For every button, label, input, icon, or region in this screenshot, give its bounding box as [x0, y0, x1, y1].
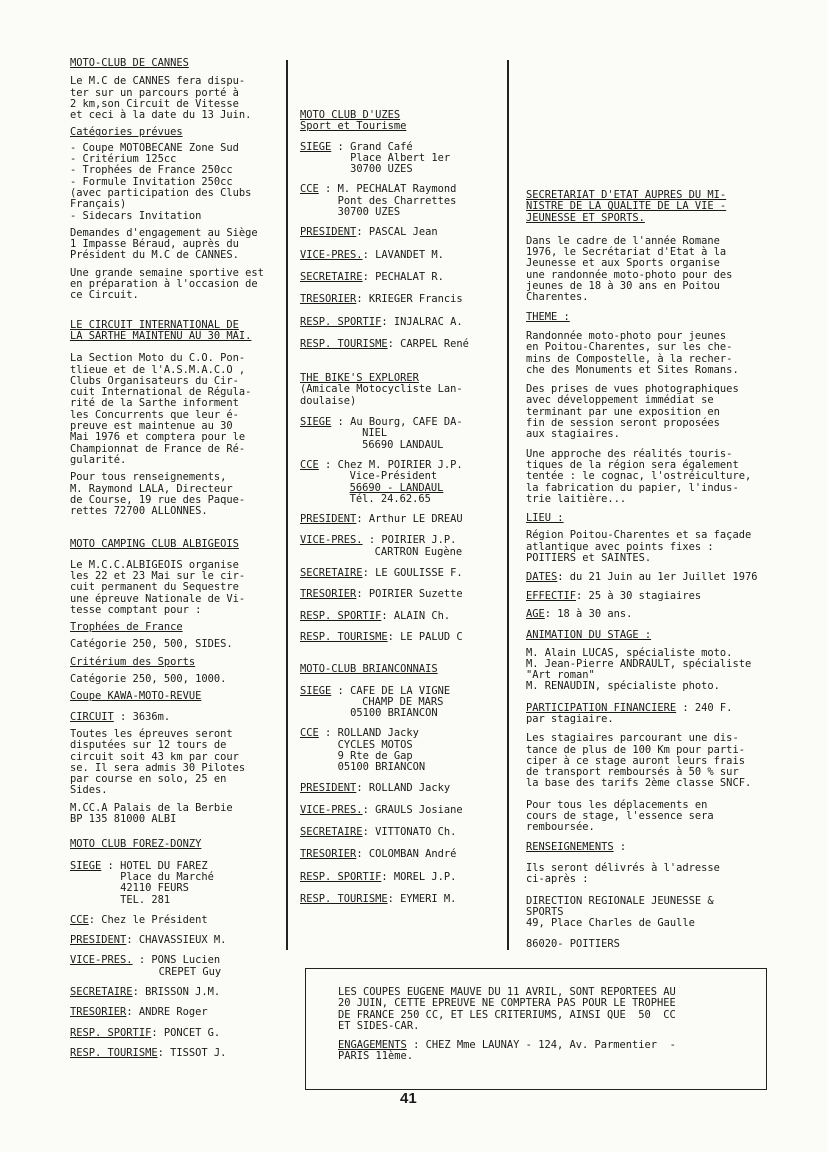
officer-row: TRESORIER : POIRIER Suzette — [300, 588, 463, 601]
officer-row: PRESIDENT : PASCAL Jean — [300, 226, 438, 239]
officer-row: TRESORIER : ANDRE Roger — [70, 1006, 208, 1019]
cce-entry: CCE : Chez M. POIRIER J.P. Vice-Président 56690 - LANDAUL Tél. 24.62.65 — [300, 458, 463, 505]
section-title: THE BIKE'S EXPLORER — [300, 372, 419, 385]
subheading: Critérium des Sports — [70, 655, 196, 668]
engagements-line: ENGAGEMENTS : CHEZ Mme LAUNAY - 124, Av. Parmentier - PARIS 11ème. — [338, 1039, 676, 1063]
page-number: 41 — [400, 1090, 417, 1107]
category-list: - Coupe MOTOBECANE Zone Sud - Critérium 125cc - Trophées de France 250cc - Formule Invitation 250cc (avec participation des Clubs Français) - Sidecars Invitation — [70, 141, 252, 222]
officer-row: TRESORIER : COLOMBAN André — [300, 848, 457, 861]
notice-box — [305, 968, 767, 1090]
officer-row: RESP. TOURISME : EYMERI M. — [300, 893, 457, 906]
paragraph: M. Alain LUCAS, spécialiste moto. M. Jean-Pierre ANDRAULT, spécialiste "Art roman" M. RENAUDIN, spécialiste photo. — [526, 646, 752, 693]
paragraph: Toutes les épreuves seront disputées sur 12 tours de circuit soit 43 km par cour se. Il sera admis 30 Pilotes par course en solo, 25 en Sides. — [70, 727, 246, 797]
officer-row: VICE-PRES. : GRAULS Josiane — [300, 803, 463, 816]
subheading: THEME : — [526, 310, 570, 323]
siege-entry: SIEGE : Au Bourg, CAFE DA- NIEL 56690 LANDAUL — [300, 416, 463, 451]
officer-row: RESP. TOURISME : LE PALUD C — [300, 630, 463, 643]
paragraph: Ils seront délivrés à l'adresse ci-après : — [526, 861, 720, 886]
cce-entry: CCE : M. PECHALAT Raymond Pont des Charrettes 30700 UZES — [300, 183, 457, 219]
siege-entry: SIEGE : Grand Café Place Albert 1er 30700 UZES — [300, 140, 451, 176]
renseignements-heading: RENSEIGNEMENTS : — [526, 840, 627, 853]
officer-row: VICE-PRES. : POIRIER J.P. CARTRON Eugène — [300, 534, 463, 558]
effectif-line: EFFECTIF : 25 à 30 stagiaires — [526, 589, 702, 602]
circuit-line: CIRCUIT : 3636m. — [70, 710, 171, 723]
section-title: MOTO-CLUB BRIANCONNAIS — [300, 663, 438, 676]
column-2 — [300, 110, 500, 914]
siege-entry: SIEGE : HOTEL DU FAREZ Place du Marché 42110 FEURS TEL. 281 — [70, 859, 214, 906]
section-subtitle: (Amicale Motocycliste Lan- doulaise) — [300, 383, 463, 407]
siege-entry: SIEGE : CAFE DE LA VIGNE CHAMP DE MARS 05100 BRIANCON — [300, 684, 451, 720]
officer-row: SECRETAIRE : VITTONATO Ch. — [300, 826, 457, 839]
officer-row: RESP. SPORTIF : ALAIN Ch. — [300, 609, 451, 622]
cce-entry: CCE : ROLLAND Jacky CYCLES MOTOS 9 Rte de Gap 05100 BRIANCON — [300, 727, 426, 774]
subheading: ANIMATION DU STAGE : — [526, 629, 652, 642]
column-3 — [526, 190, 762, 957]
notice-text: LES COUPES EUGENE MAUVE DU 11 AVRIL, SONT REPORTEES AU 20 JUIN, CETTE EPREUVE NE COMPTERA PAS POUR LE TROPHEE DE FRANCE 250 CC, ET LES CRITERIUMS, AINSI QUE 50 CC ET SIDES-CAR. ENGAGEMENTS : CHEZ Mme LAUNAY - 124, Av. Parmentier - PARIS 11ème. — [338, 987, 738, 1069]
officer-row: VICE-PRES. : PONS Lucien CREPET Guy — [70, 954, 222, 978]
paragraph: Les stagiaires parcourant une dis- tance de plus de 100 Km pour parti- ciper à ce stage auront leurs frais de transport remboursés à 50 % sur la base des tarifs 2ème classe SNCF. — [526, 732, 752, 790]
section-title: MOTO-CLUB DE CANNES — [70, 57, 189, 69]
age-line: AGE : 18 à 30 ans. — [526, 607, 633, 620]
paragraph: Région Poitou-Charentes et sa façade atlantique avec points fixes : POITIERS et SAINTES. — [526, 529, 752, 565]
paragraph: Pour tous les déplacements en cours de stage, l'essence sera remboursée. — [526, 798, 714, 834]
paragraph: Une grande semaine sportive est en préparation à l'occasion de ce Circuit. — [70, 266, 264, 302]
section-title: SECRETARIAT D'ETAT AUPRES DU MI- NISTRE DE LA QUALITE DE LA VIE - JEUNESSE ET SPORTS. — [526, 189, 727, 224]
officer-row: RESP. SPORTIF : MOREL J.P. — [300, 870, 457, 883]
column-rule-right — [507, 60, 509, 950]
officer-row: SECRETAIRE : PECHALAT R. — [300, 270, 444, 283]
paragraph: Une approche des réalités touris- tiques de la région sera également tentée : le cognac, l'ostréiculture, la fabrication du papier, l'indus- trie laitière... — [526, 447, 752, 505]
paragraph: Le M.C de CANNES fera dispu- ter sur un parcours porté à 2 km,son Circuit de Vitesse et ceci à la date du 13 Juin. — [70, 75, 252, 122]
officer-row: RESP. SPORTIF : PONCET G. — [70, 1026, 221, 1039]
paragraph: Pour tous renseignements, M. Raymond LALA, Directeur de Course, 19 rue des Paque- rettes 72700 ALLONNES. — [70, 471, 246, 518]
participation-line: PARTICIPATION FINANCIERE : 240 F. par stagiaire. — [526, 701, 733, 725]
officer-row: PRESIDENT : ROLLAND Jacky — [300, 781, 451, 794]
cce-entry: CCE : Chez le Président — [70, 913, 208, 926]
section-title: MOTO CAMPING CLUB ALBIGEOIS — [70, 538, 239, 551]
paragraph: Dans le cadre de l'année Romane 1976, le Secrétariat d'Etat à la Jeunesse et aux Sports organise une randonnée moto-photo pour des jeunes de 18 à 30 ans en Poitou Charentes. — [526, 234, 733, 304]
officer-row: RESP. SPORTIF : INJALRAC A. — [300, 315, 463, 328]
section-title: LE CIRCUIT INTERNATIONAL DE LA SARTHE MAINTENU AU 30 MAI. — [70, 318, 252, 342]
section-title: MOTO CLUB D'UZES Sport et Tourisme — [300, 109, 407, 133]
paragraph: Des prises de vues photographiques avec développement immédiat se terminant par une exposition en fin de session seront proposées aux stagiaires. — [526, 383, 739, 441]
column-1 — [70, 58, 285, 1068]
column-rule-left — [286, 60, 288, 950]
officer-row: RESP. TOURISME : CARPEL René — [300, 337, 469, 350]
paragraph: La Section Moto du C.O. Pon- tlieue et de l'A.S.M.A.C.O , Clubs Organisateurs du Cir- cuit International de Régula- rité de la Sarthe informent les Concurrents que leur é- preuve est maintenue au 30 Mai 1976 et comptera pour le Championnat de France de Ré- gularité. — [70, 352, 252, 466]
paragraph: Catégorie 250, 500, SIDES. — [70, 638, 233, 651]
officer-row: PRESIDENT : CHAVASSIEUX M. — [70, 934, 227, 947]
section-title: MOTO CLUB FOREZ-DONZY — [70, 838, 202, 851]
officer-row: SECRETAIRE : BRISSON J.M. — [70, 986, 221, 998]
subheading: Coupe KAWA-MOTO-REVUE — [70, 690, 202, 703]
officer-row: SECRETAIRE : LE GOULISSE F. — [300, 567, 463, 580]
paragraph: Catégorie 250, 500, 1000. — [70, 673, 227, 686]
officer-row: TRESORIER : KRIEGER Francis — [300, 293, 463, 306]
officer-row: PRESIDENT : Arthur LE DREAU — [300, 513, 463, 526]
subheading: LIEU : — [526, 512, 564, 525]
subheading: Trophées de France — [70, 621, 183, 634]
officer-row: VICE-PRES. : LAVANDET M. — [300, 248, 444, 261]
paragraph: Demandes d'engagement au Siège 1 Impasse Béraud, auprès du Président du M.C de CANNES. — [70, 226, 258, 262]
address: DIRECTION REGIONALE JEUNESSE & SPORTS 49, Place Charles de Gaulle — [526, 894, 714, 930]
paragraph: Le M.C.C.ALBIGEOIS organise les 22 et 23 Mai sur le cir- cuit permanent du Sequestre une épreuve Nationale de Vi- tesse comptant pour : — [70, 558, 246, 616]
dates-line: DATES : du 21 Juin au 1er Juillet 1976 — [526, 571, 758, 584]
address-city: 86020- POITIERS — [526, 938, 620, 951]
subheading: Catégories prévues — [70, 126, 183, 139]
officer-row: RESP. TOURISME : TISSOT J. — [70, 1046, 227, 1059]
paragraph: Randonnée moto-photo pour jeunes en Poitou-Charentes, sur les che- mins de Compostelle, à la recher- che des Monuments et Sites Romans. — [526, 329, 739, 376]
paragraph: M.CC.A Palais de la Berbie BP 135 81000 ALBI — [70, 801, 233, 826]
